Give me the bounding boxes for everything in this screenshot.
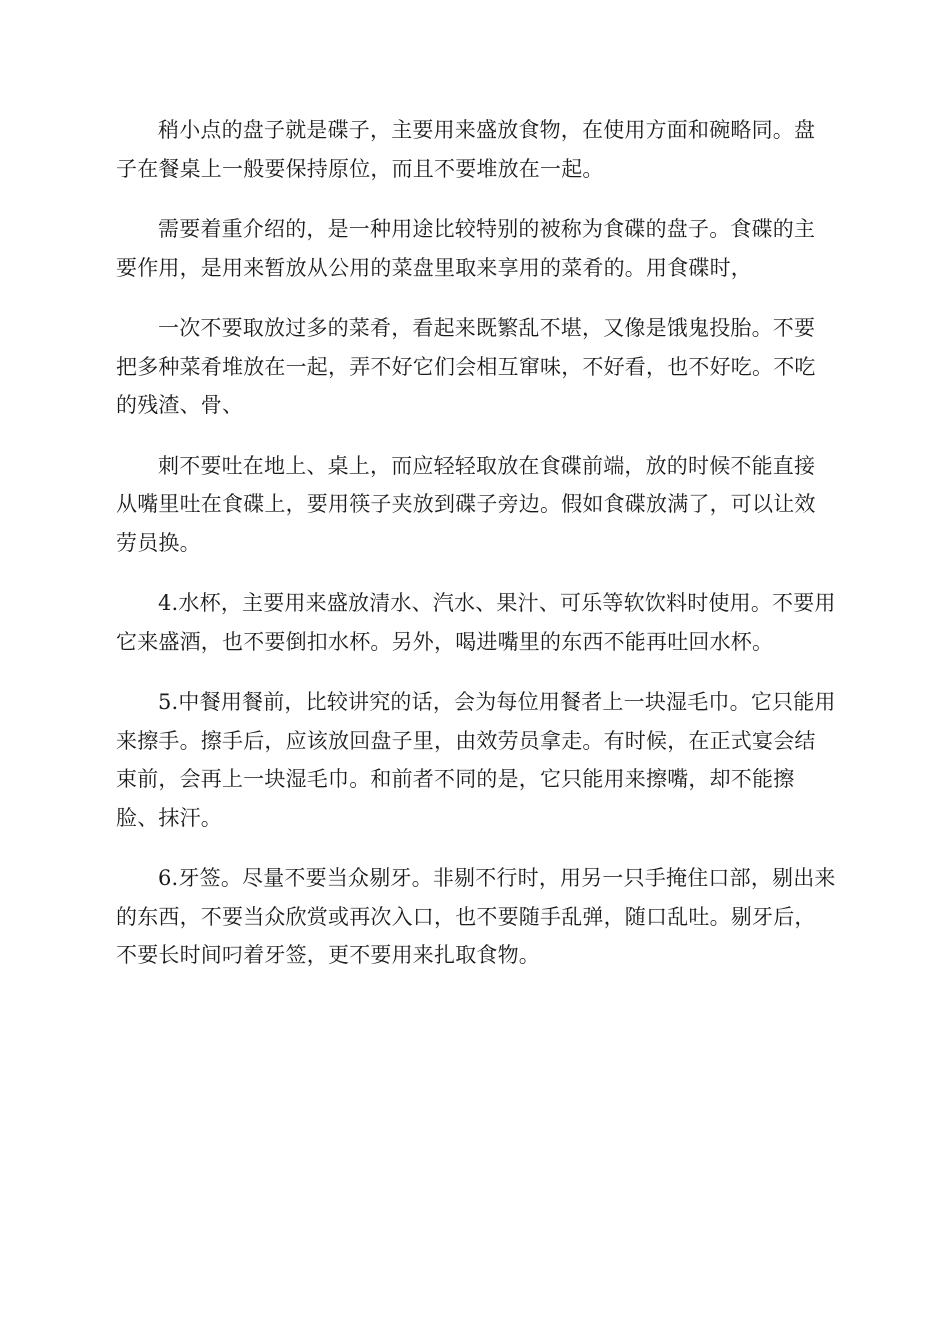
paragraph-side-dish-leftovers: 刺不要吐在地上、桌上，而应轻轻取放在食碟前端，放的时候不能直接从嘴里吐在食碟上，要用筷子夹放到碟子旁边。假如食碟放满了，可以让效劳员换。 [116,453,816,555]
paragraph-plates: 稍小点的盘子就是碟子，主要用来盛放食物，在使用方面和碗略同。盘子在餐桌上一般要保持原位，而且不要堆放在一起。 [116,118,816,181]
paragraph-side-dish-intro: 需要着重介绍的，是一种用途比较特别的被称为食碟的盘子。食碟的主要作用，是用来暂放从公用的菜盘里取来享用的菜肴的。用食碟时， [116,217,816,280]
paragraph-wet-towel: 5.中餐用餐前，比较讲究的话，会为每位用餐者上一块湿毛巾。它只能用来擦手。擦手后，应该放回盘子里，由效劳员拿走。有时候，在正式宴会结束前，会再上一块湿毛巾。和前者不同的是，它只能用来擦嘴，却不能擦脸、抹汗。 [116,690,836,830]
document-body [116,111,836,997]
paragraph-side-dish-usage: 一次不要取放过多的菜肴，看起来既繁乱不堪，又像是饿鬼投胎。不要把多种菜肴堆放在一起，弄不好它们会相互窜味，不好看，也不好吃。不吃的残渣、骨、 [116,316,816,417]
paragraph-water-cup: 4.水杯，主要用来盛放清水、汽水、果汁、可乐等软饮料时使用。不要用它来盛酒，也不要倒扣水杯。另外，喝进嘴里的东西不能再吐回水杯。 [116,591,836,654]
paragraph-toothpick: 6.牙签。尽量不要当众剔牙。非剔不行时，用另一只手掩住口部，剔出来的东西，不要当众欣赏或再次入口，也不要随手乱弹，随口乱吐。剔牙后，不要长时间叼着牙签，更不要用来扎取食物。 [116,866,836,967]
